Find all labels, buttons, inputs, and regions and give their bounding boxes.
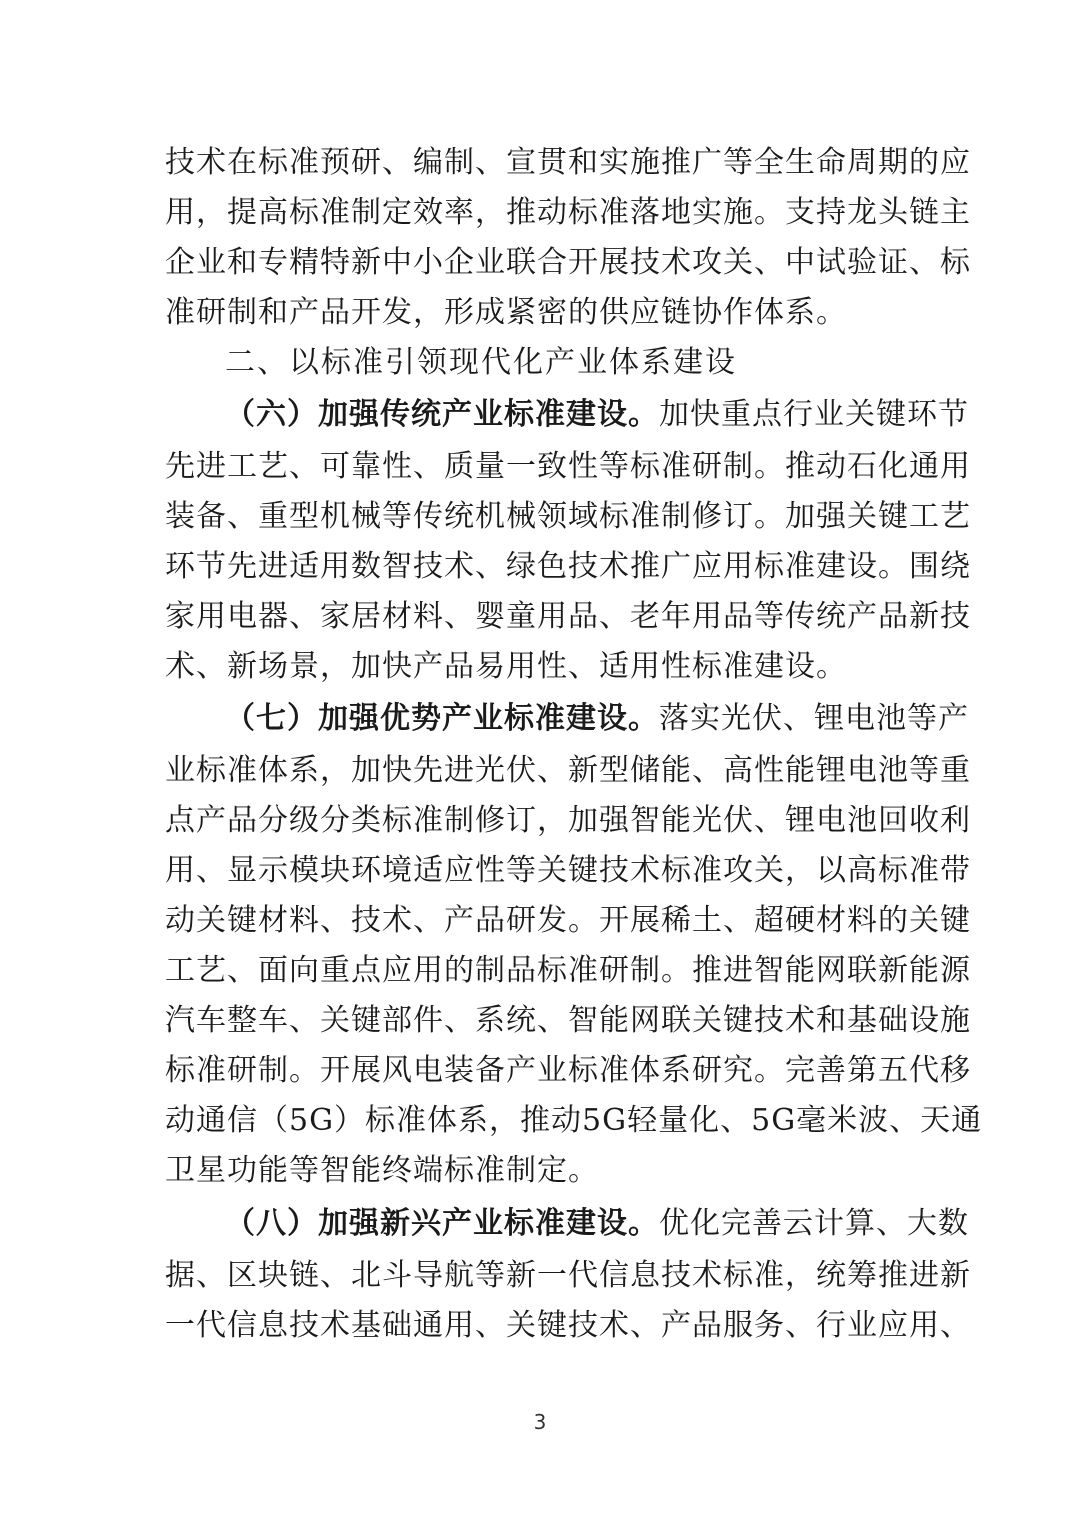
paragraph-lead-heading: （七）加强优势产业标准建设。 (225, 701, 659, 736)
body-line: 用，提高标准制定效率，推动标准落地实施。支持龙头链主 (165, 195, 971, 230)
body-line: 先进工艺、可靠性、质量一致性等标准研制。推动石化通用 (165, 449, 971, 484)
body-line: 工艺、面向重点应用的制品标准研制。推进智能网联新能源 (165, 953, 971, 988)
body-line: 据、区块链、北斗导航等新一代信息技术标准，统筹推进新 (165, 1258, 971, 1293)
body-line: 装备、重型机械等传统机械领域标准制修订。加强关键工艺 (165, 499, 971, 534)
paragraph-lead-heading: （六）加强传统产业标准建设。 (225, 397, 659, 432)
body-line: 点产品分级分类标准制修订，加强智能光伏、锂电池回收利 (165, 803, 971, 838)
page-number: 3 (533, 1410, 547, 1434)
paragraph-lead-text: 落实光伏、锂电池等产 (659, 701, 969, 736)
section-heading: 二、以标准引领现代化产业体系建设 (225, 345, 737, 380)
body-line: 家用电器、家居材料、婴童用品、老年用品等传统产品新技 (165, 599, 971, 634)
body-line: 用、显示模块环境适应性等关键技术标准攻关，以高标准带 (165, 853, 971, 888)
body-line: 卫星功能等智能终端标准制定。 (165, 1153, 599, 1188)
body-line: 汽车整车、关键部件、系统、智能网联关键技术和基础设施 (165, 1003, 971, 1038)
body-line: 一代信息技术基础通用、关键技术、产品服务、行业应用、 (165, 1308, 971, 1343)
paragraph-first-line (225, 699, 969, 739)
body-line: 企业和专精特新中小企业联合开展技术攻关、中试验证、标 (165, 245, 971, 280)
paragraph-lead-text: 加快重点行业关键环节 (659, 397, 969, 432)
body-line: 动通信（5G）标准体系，推动5G轻量化、5G毫米波、天通 (165, 1103, 983, 1138)
body-line: 技术在标准预研、编制、宣贯和实施推广等全生命周期的应 (165, 145, 971, 180)
body-line: 动关键材料、技术、产品研发。开展稀土、超硬材料的关键 (165, 903, 971, 938)
paragraph-lead-heading: （八）加强新兴产业标准建设。 (225, 1206, 659, 1241)
body-line: 准研制和产品开发，形成紧密的供应链协作体系。 (165, 295, 847, 330)
paragraph-first-line (225, 1204, 969, 1244)
body-line: 环节先进适用数智技术、绿色技术推广应用标准建设。围绕 (165, 549, 971, 584)
body-line: 术、新场景，加快产品易用性、适用性标准建设。 (165, 649, 847, 684)
body-line: 业标准体系，加快先进光伏、新型储能、高性能锂电池等重 (165, 753, 971, 788)
paragraph-first-line (225, 395, 969, 435)
paragraph-lead-text: 优化完善云计算、大数 (659, 1206, 969, 1241)
body-line: 标准研制。开展风电装备产业标准体系研究。完善第五代移 (165, 1053, 971, 1088)
